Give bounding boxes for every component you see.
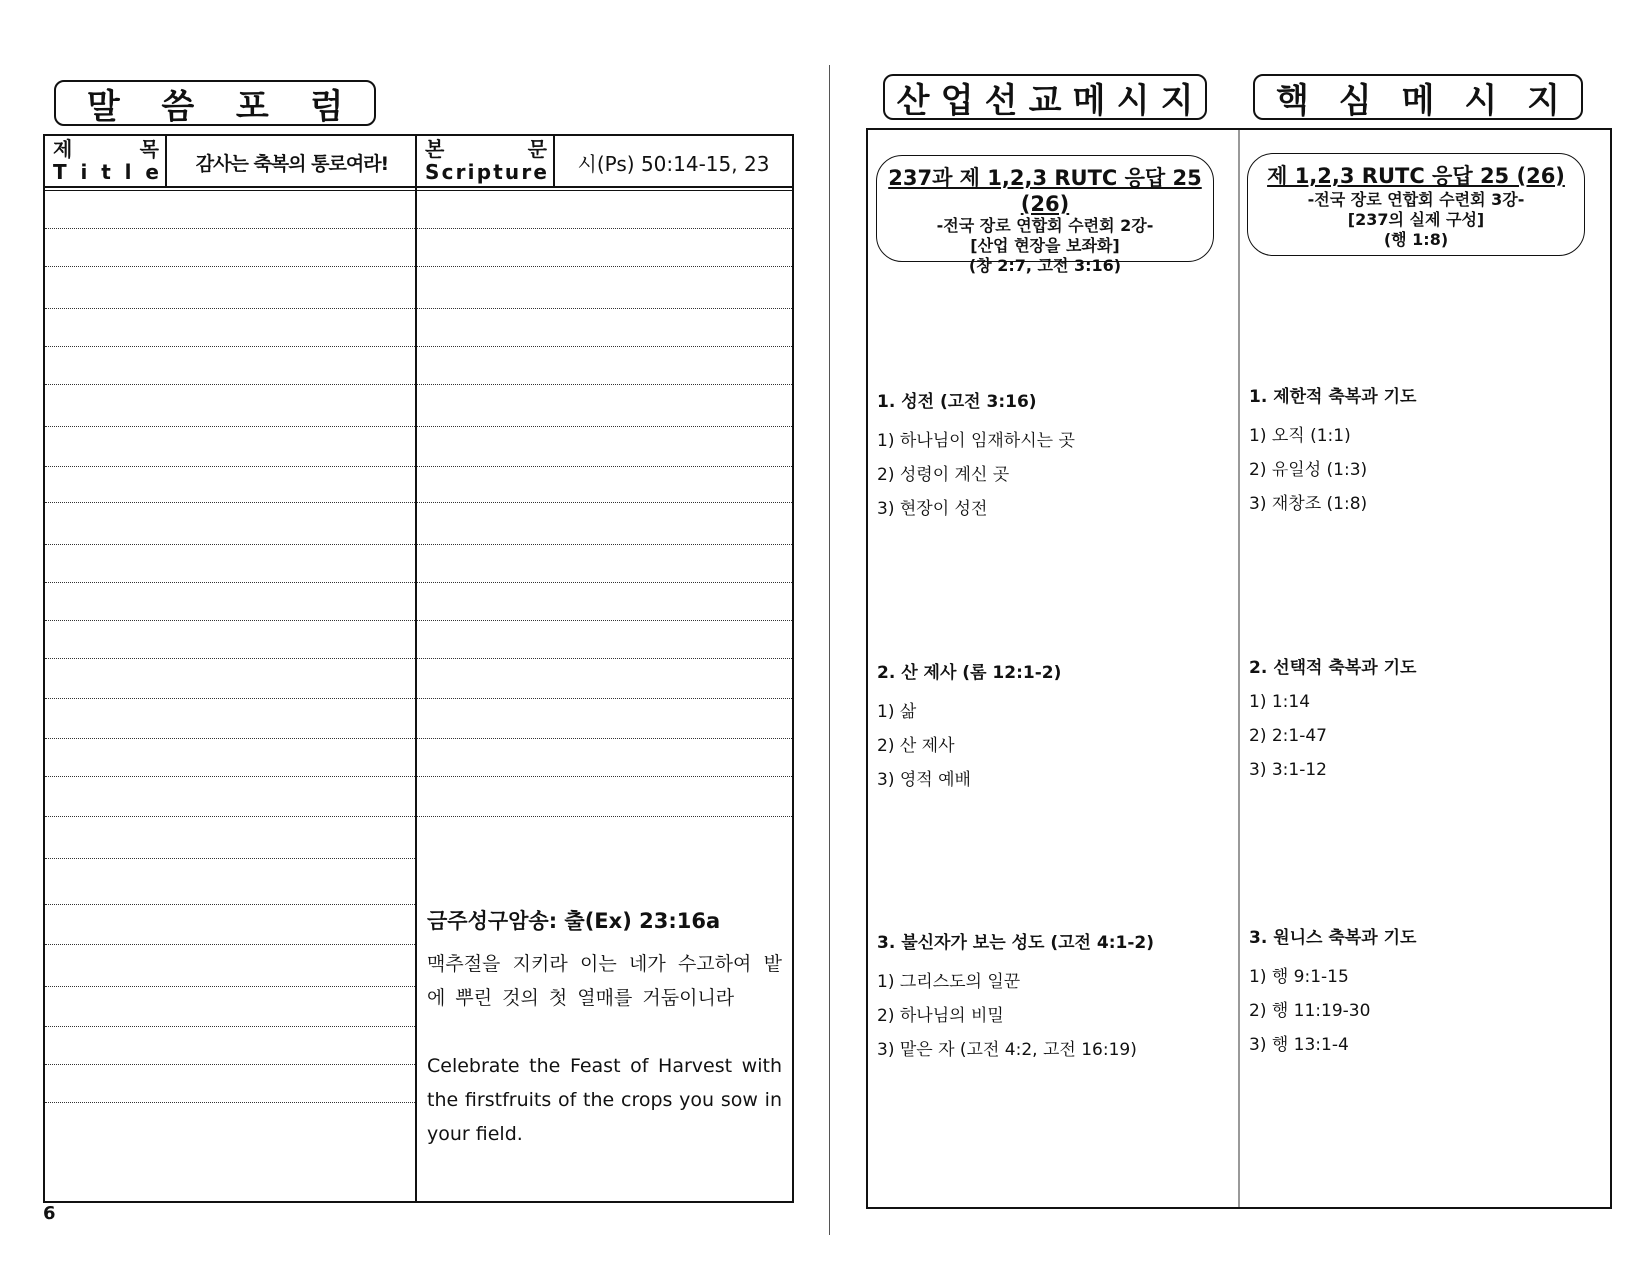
outline-section	[877, 928, 1154, 1069]
note-line	[417, 266, 792, 267]
section-heading: 2. 산 제사 (롬 12:1-2)	[877, 663, 1062, 683]
callout-title: 제 1,2,3 RUTC 응답 25 (26)	[1267, 164, 1565, 188]
callout-theme: [237의 실제 구성]	[1347, 210, 1485, 229]
note-line	[45, 502, 415, 503]
banner-char: 지	[1160, 80, 1194, 121]
section-item: 1) 삶	[877, 702, 917, 722]
banner-char: 럼	[310, 86, 344, 127]
section-item: 3) 3:1-12	[1249, 760, 1327, 780]
note-line	[417, 346, 792, 347]
section-item: 3) 현장이 성전	[877, 499, 988, 519]
note-line	[45, 1064, 415, 1065]
section-item: 3) 재창조 (1:8)	[1249, 494, 1368, 514]
section-item: 3) 영적 예배	[877, 770, 971, 790]
title-value-cell	[167, 136, 417, 188]
banner-char: 지	[1527, 80, 1561, 121]
banner-char: 시	[1116, 80, 1150, 121]
note-line	[417, 308, 792, 309]
outline-section	[877, 387, 1075, 528]
section-heading: 3. 불신자가 보는 성도 (고전 4:1-2)	[877, 933, 1154, 953]
header-divider	[165, 136, 167, 188]
page-number: 6	[43, 1203, 56, 1224]
note-line	[417, 384, 792, 385]
note-line	[45, 266, 415, 267]
center-divider	[415, 136, 417, 1201]
banner-char: 씀	[161, 86, 195, 127]
note-line	[417, 544, 792, 545]
note-line	[45, 904, 415, 905]
title-label-en: T i t l e	[53, 160, 159, 184]
note-line	[417, 658, 792, 659]
section-item: 3) 행 13:1-4	[1249, 1035, 1349, 1055]
outline-section	[1249, 653, 1416, 794]
banner-char: 메	[1072, 80, 1106, 121]
note-line	[45, 466, 415, 467]
section-item: 2) 산 제사	[877, 736, 955, 756]
note-line	[45, 658, 415, 659]
note-line	[45, 346, 415, 347]
scripture-label-en: S c r i p t u r e	[425, 160, 547, 184]
banner-char: 시	[1464, 80, 1498, 121]
title-label-ko: 제 목	[53, 137, 159, 161]
callout-title: 237과 제 1,2,3 RUTC 응답 25 (26)	[888, 166, 1202, 216]
scripture-value-cell	[555, 136, 792, 188]
note-line	[417, 502, 792, 503]
note-line	[45, 228, 415, 229]
note-line	[45, 1102, 415, 1103]
message-callout-left	[876, 155, 1214, 275]
note-line	[417, 776, 792, 777]
note-line	[417, 698, 792, 699]
memory-verse-korean: 맥추절을 지키라 이는 네가 수고하여 밭에 뿌린 것의 첫 열매를 거둠이니라	[427, 953, 782, 1009]
note-line	[417, 466, 792, 467]
section-item: 2) 행 11:19-30	[1249, 1001, 1371, 1021]
note-line	[417, 816, 792, 817]
industry-mission-banner	[883, 74, 1207, 120]
outline-section	[1249, 382, 1416, 523]
callout-subtitle: -전국 장로 연합회 수련회 3강-	[1307, 190, 1525, 209]
sermon-title: 감사는 축복의 통로여라!	[195, 152, 389, 175]
note-line	[45, 816, 415, 817]
banner-char: 포	[235, 86, 269, 127]
banner-char: 교	[1028, 80, 1062, 121]
scripture-label-ko: 본 문	[425, 137, 547, 161]
note-line	[45, 620, 415, 621]
section-heading: 1. 제한적 축복과 기도	[1249, 387, 1417, 407]
memory-verse-title: 금주성구암송: 출(Ex) 23:16a	[427, 909, 721, 933]
note-line	[45, 738, 415, 739]
note-line	[45, 944, 415, 945]
note-line	[45, 698, 415, 699]
memory-verse	[427, 905, 782, 1151]
note-line	[45, 544, 415, 545]
section-item: 2) 유일성 (1:3)	[1249, 460, 1368, 480]
note-line	[417, 228, 792, 229]
note-line	[45, 582, 415, 583]
section-item: 1) 하나님이 임재하시는 곳	[877, 431, 1075, 451]
section-item: 2) 하나님의 비밀	[877, 1006, 1004, 1026]
callout-reference: (행 1:8)	[1383, 230, 1449, 249]
outline-section	[1249, 923, 1416, 1064]
note-line	[417, 582, 792, 583]
banner-char: 말	[86, 86, 120, 127]
header-bottom-rule	[45, 186, 792, 191]
core-message-banner	[1253, 74, 1583, 120]
note-line	[45, 426, 415, 427]
banner-char: 선	[984, 80, 1018, 121]
note-line	[45, 858, 415, 859]
section-item: 1) 1:14	[1249, 692, 1311, 712]
banner-char: 메	[1401, 80, 1435, 121]
callout-theme: [산업 현장을 보좌화]	[970, 236, 1120, 255]
scripture-reference: 시(Ps) 50:14-15, 23	[577, 151, 770, 176]
section-item: 2) 2:1-47	[1249, 726, 1327, 746]
banner-char: 산	[896, 80, 930, 121]
section-item: 2) 성령이 계신 곳	[877, 465, 1010, 485]
note-line	[417, 738, 792, 739]
section-item: 1) 행 9:1-15	[1249, 967, 1349, 987]
note-line	[45, 986, 415, 987]
outline-section	[877, 658, 1061, 799]
note-line	[45, 384, 415, 385]
section-item: 1) 그리스도의 일꾼	[877, 972, 1021, 992]
column-divider	[1238, 130, 1240, 1207]
banner-char: 업	[940, 80, 974, 121]
callout-subtitle: -전국 장로 연합회 수련회 2강-	[936, 216, 1154, 235]
section-heading: 2. 선택적 축복과 기도	[1249, 658, 1417, 678]
section-heading: 1. 성전 (고전 3:16)	[877, 392, 1037, 412]
banner-char: 핵	[1275, 80, 1309, 121]
title-label-cell	[45, 136, 167, 188]
banner-char: 심	[1338, 80, 1372, 121]
note-line	[45, 308, 415, 309]
note-line	[417, 426, 792, 427]
section-heading: 3. 원니스 축복과 기도	[1249, 928, 1417, 948]
note-line	[45, 1026, 415, 1027]
section-item: 1) 오직 (1:1)	[1249, 426, 1351, 446]
scripture-label-cell	[417, 136, 555, 188]
header-divider	[553, 136, 555, 188]
memory-verse-english: Celebrate the Feast of Harvest with the firstfruits of the crops you sow in your field.	[427, 1055, 782, 1145]
message-callout-right	[1247, 153, 1585, 256]
callout-reference: (창 2:7, 고전 3:16)	[968, 256, 1122, 275]
note-line	[45, 776, 415, 777]
page-fold-line	[829, 65, 830, 1235]
section-item: 3) 맡은 자 (고전 4:2, 고전 16:19)	[877, 1040, 1137, 1060]
note-line	[417, 620, 792, 621]
sermon-forum-banner	[54, 80, 376, 126]
